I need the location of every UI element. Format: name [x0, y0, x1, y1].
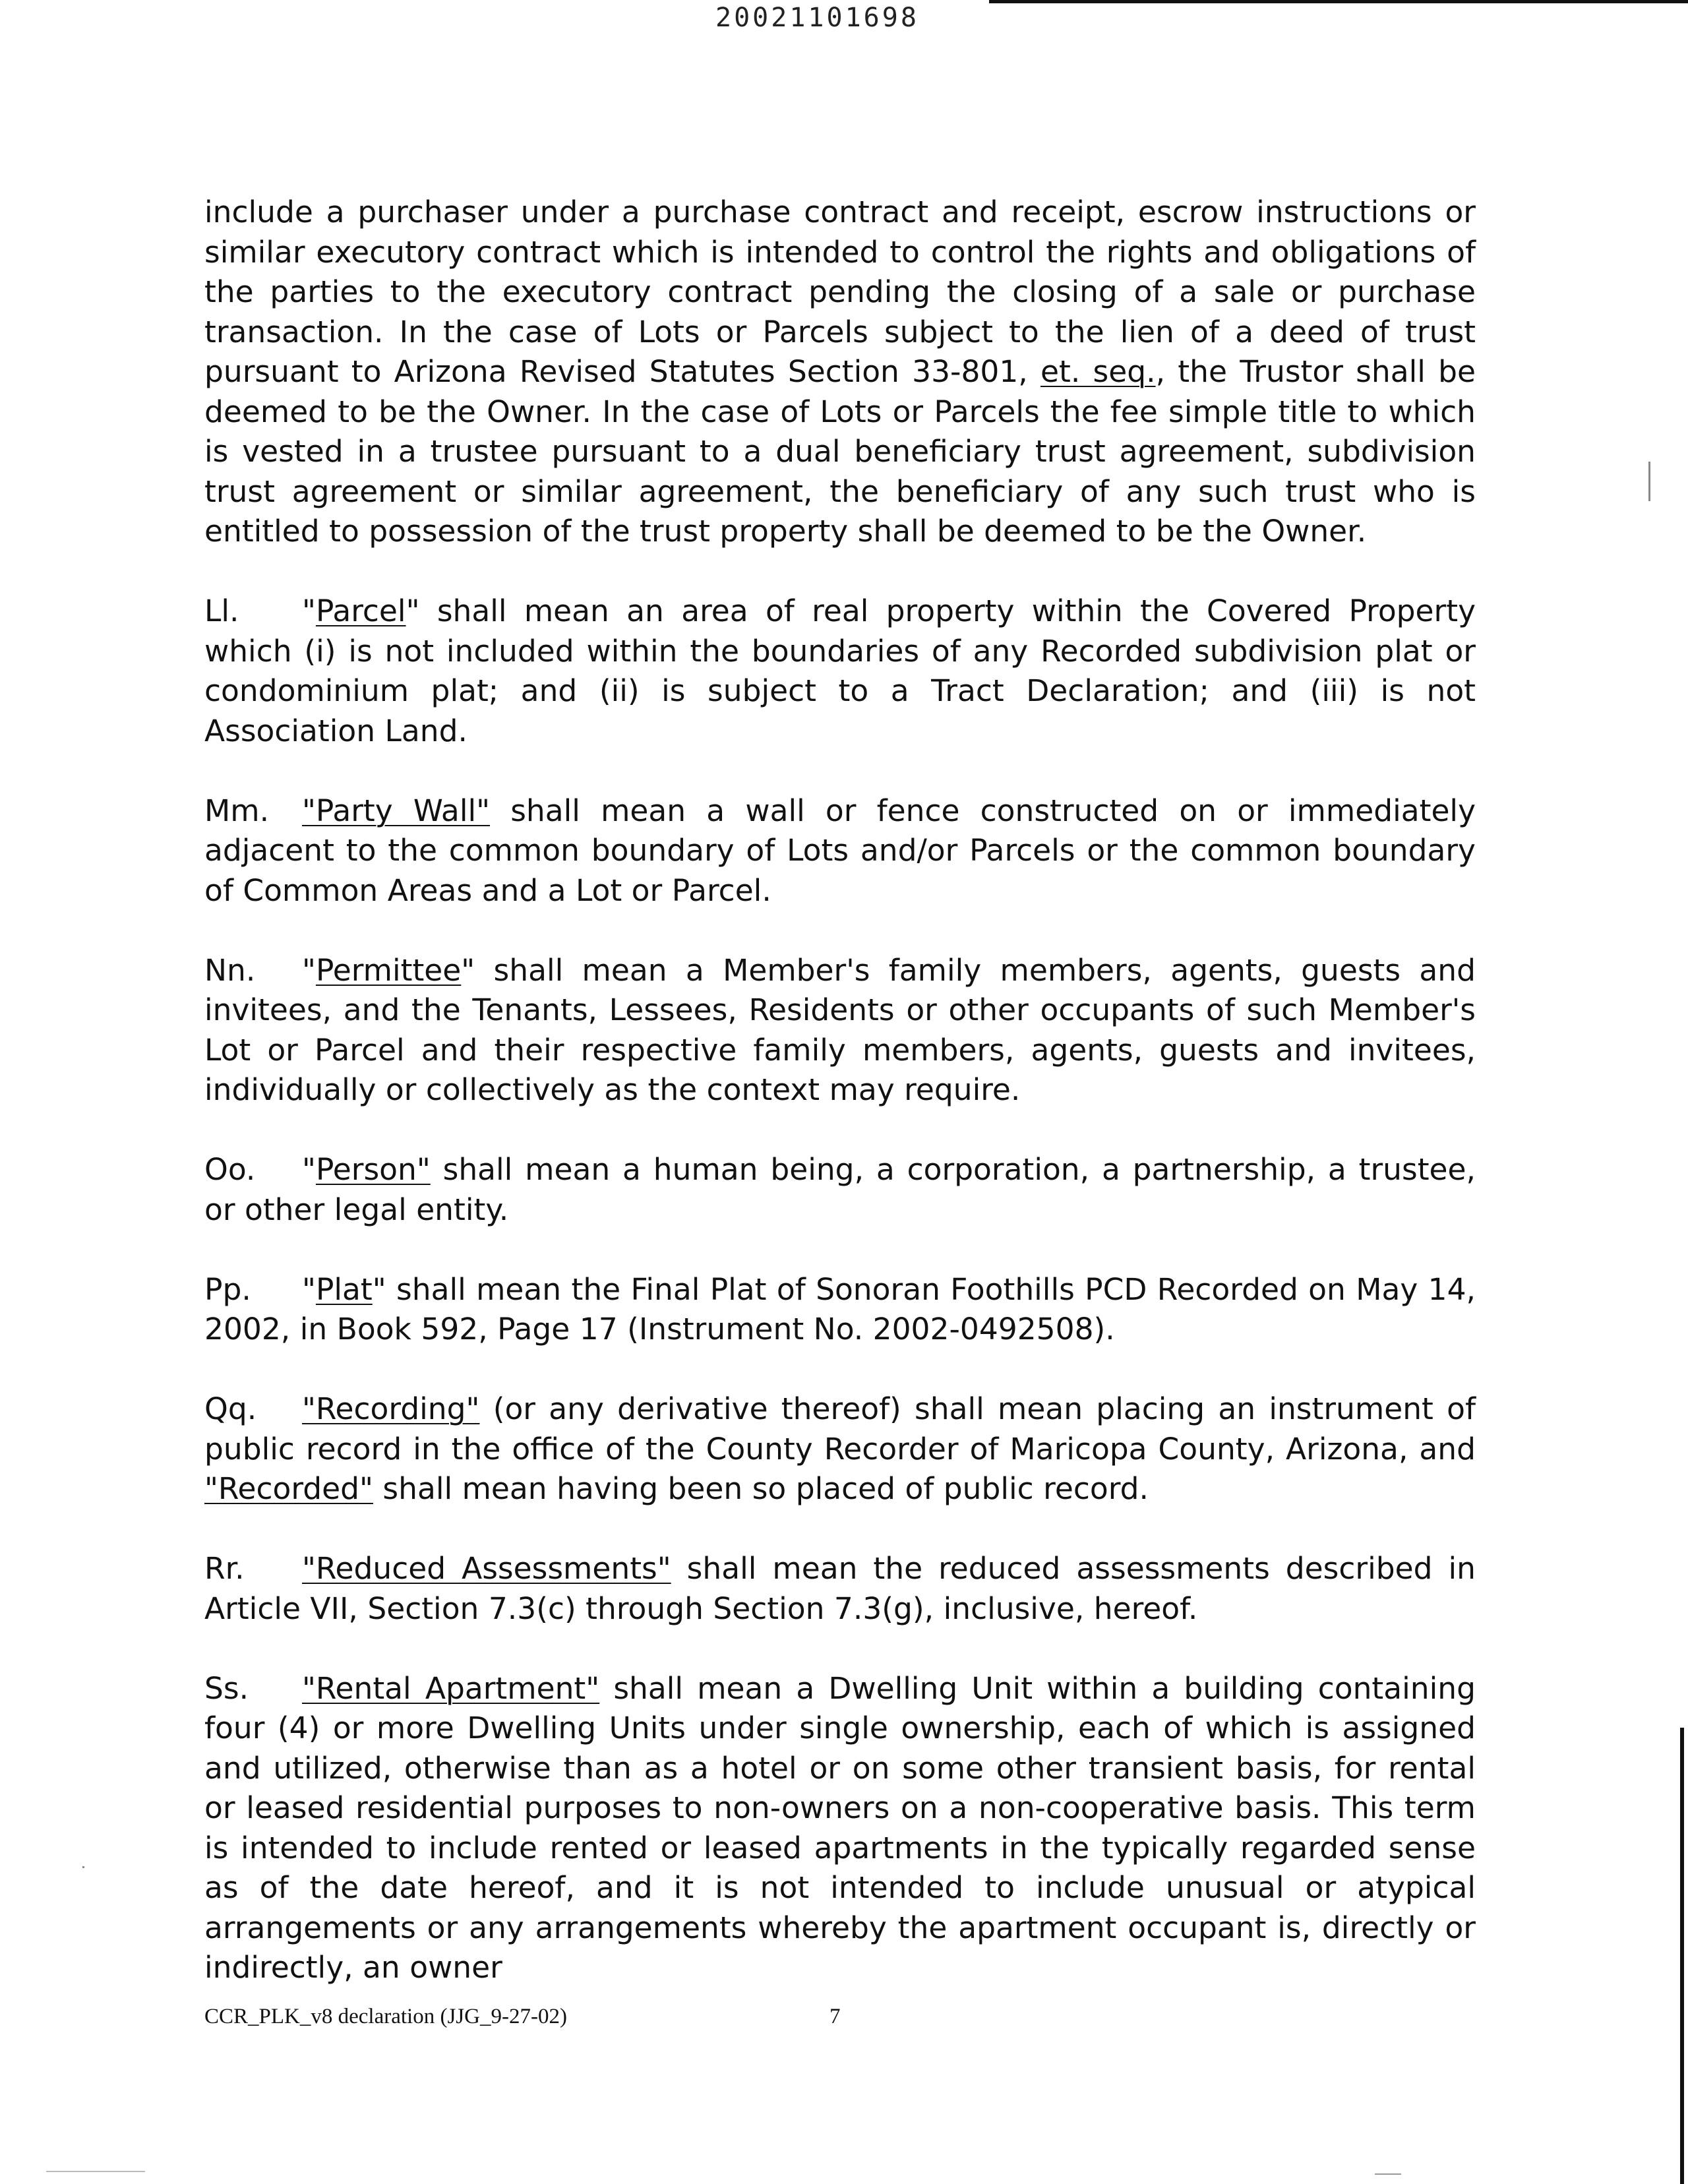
- definition-label: Oo.: [204, 1152, 256, 1187]
- definition-text: " shall mean an area of real property within the Covered Property which (i) is not included within the boundaries of any Recorded subdivision plat or condominium plat; and (ii) is subject to a Tract Declaration; and (iii) is not Association Land.: [204, 593, 1476, 748]
- definition-label: Ll.: [204, 593, 239, 628]
- footer-document-id: CCR_PLK_v8 declaration (JJG_9-27-02): [204, 2005, 567, 2028]
- paragraph-intro: [204, 193, 1476, 552]
- definition-pp: [204, 1270, 1476, 1350]
- definition-qq: [204, 1389, 1476, 1509]
- definition-label: Mm.: [204, 793, 270, 828]
- scan-speck: [1648, 462, 1650, 501]
- intro-text-rest: , the Trustor shall be deemed to be the Owner. In the case of Lots or Parcels the fee simple title to which is vested in a trustee pursuant to a dual beneficiary trust agreement, subdivision trust agreement or similar agreement, the beneficiary of any such trust who is entitled to possession of the trust property shall be deemed to be the Owner.: [204, 354, 1476, 549]
- definition-text: shall mean a human being, a corporation, a partnership, a trustee, or other legal entity.: [204, 1152, 1476, 1227]
- intro-text: include a purchaser under a purchase contract and receipt, escrow instructions or similar executory contract which is intended to control the rights and obligations of the parties to the executory contract pending the closing of a sale or purchase transaction. In the case of Lots or Parcels subject to the lien of a deed of trust pursuant to Arizona Revised Statutes Section 33-801,: [204, 195, 1476, 389]
- defined-term: Permittee: [315, 952, 462, 988]
- definition-oo: [204, 1150, 1476, 1230]
- defined-term: Plat: [315, 1271, 373, 1307]
- definition-nn: [204, 951, 1476, 1110]
- quote-open: ": [302, 1152, 316, 1187]
- defined-term-secondary: "Recorded": [204, 1471, 373, 1506]
- definition-mm: [204, 791, 1476, 911]
- definition-ss: [204, 1669, 1476, 1988]
- definition-text: shall mean a Dwelling Unit within a building containing four (4) or more Dwelling Units under single ownership, each of which is assigned and utilized, otherwise than as a hotel or on some other transient basis, for rental or leased residential purposes to non-owners on a non-cooperative basis. This term is intended to include rented or leased apartments in the typically regarded sense as of the date hereof, and it is not intended to include unusual or atypical arrangements or any arrangements whereby the apartment occupant is, directly or indirectly, an owner: [204, 1670, 1476, 1985]
- right-edge-scan-line: [1680, 1728, 1684, 2184]
- definition-text: shall mean a wall or fence constructed on or immediately adjacent to the common boundary of Lots and/or Parcels or the common boundary of Common Areas and a Lot or Parcel.: [204, 793, 1476, 908]
- scan-speck: [82, 1866, 84, 1868]
- defined-term: Person": [315, 1152, 431, 1187]
- definition-text-secondary: shall mean having been so placed of public record.: [373, 1471, 1149, 1506]
- defined-term: "Party Wall": [302, 793, 491, 828]
- quote-open: ": [302, 952, 316, 988]
- footer-page-number: 7: [829, 2005, 841, 2028]
- scan-speck: [1375, 2173, 1401, 2175]
- recording-number: 20021101698: [715, 3, 919, 33]
- defined-term: "Reduced Assessments": [302, 1551, 671, 1586]
- definition-label: Ss.: [204, 1670, 249, 1706]
- defined-term: Parcel: [315, 593, 406, 628]
- definition-label: Nn.: [204, 952, 256, 988]
- top-border-rule: [989, 0, 1688, 3]
- definition-label: Pp.: [204, 1271, 251, 1307]
- scan-speck: [46, 2171, 145, 2172]
- document-body: [204, 193, 1476, 2028]
- quote-open: ": [302, 1271, 316, 1307]
- definition-label: Rr.: [204, 1551, 245, 1586]
- defined-term: "Rental Apartment": [302, 1670, 600, 1706]
- definition-label: Qq.: [204, 1391, 257, 1426]
- definition-ll: [204, 592, 1476, 751]
- definition-text: " shall mean a Member's family members, agents, guests and invitees, and the Tenants, Lessees, Residents or other occupants of such Member's Lot or Parcel and their respective family members, agents, guests and invitees, individually or collectively as the context may require.: [204, 952, 1476, 1107]
- definition-rr: [204, 1549, 1476, 1629]
- definition-text: shall mean the reduced assessments described in Article VII, Section 7.3(c) through Section 7.3(g), inclusive, hereof.: [204, 1551, 1476, 1626]
- definition-text: (or any derivative thereof) shall mean placing an instrument of public record in the office of the County Recorder of Maricopa County, Arizona, and: [204, 1391, 1476, 1467]
- definition-text: " shall mean the Final Plat of Sonoran Foothills PCD Recorded on May 14, 2002, in Book 592, Page 17 (Instrument No. 2002-0492508).: [204, 1271, 1476, 1347]
- defined-term: "Recording": [302, 1391, 480, 1426]
- quote-open: ": [302, 593, 316, 628]
- et-seq-term: et. seq.: [1040, 354, 1156, 389]
